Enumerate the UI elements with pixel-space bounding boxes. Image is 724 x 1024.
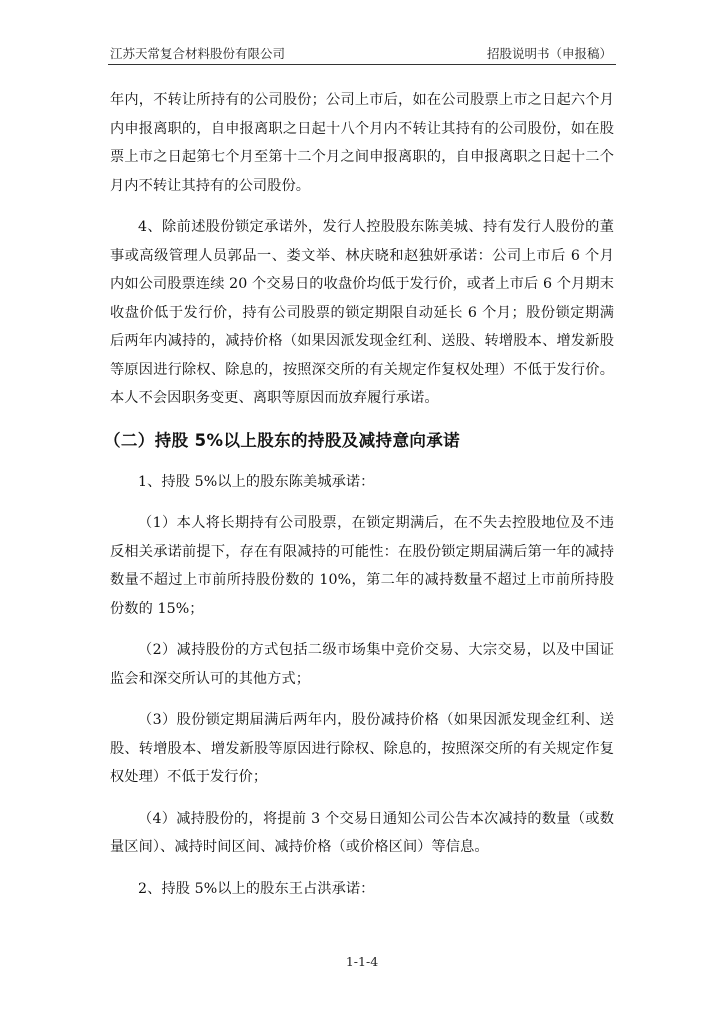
header-divider (108, 64, 616, 65)
header-company-name: 江苏天常复合材料股份有限公司 (110, 46, 286, 61)
paragraph-commitment-1: （1）本人将长期持有公司股票，在锁定期满后，在不失去控股地位及不违反相关承诺前提下，存在有限减持的可能性：在股份锁定期届满后第一年的减持数量不超过上市前所持股份数的 10%，第二年的减持数量不超过上市前所持股份数的 15%； (110, 515, 614, 617)
paragraph-commitment-4: （4）减持股份的，将提前 3 个交易日通知公司公告本次减持的数量（或数量区间）、减持时间区间、减持价格（或价格区间）等信息。 (110, 810, 614, 855)
section-heading: （二）持股 5%以上股东的持股及减持意向承诺 (104, 430, 461, 450)
paragraph-shareholder-1-intro: 1、持股 5%以上的股东陈美城承诺： (138, 473, 375, 490)
document-body (104, 86, 614, 916)
paragraph-lockup-continuation: 年内，不转让所持有的公司股份；公司上市后，如在公司股票上市之日起六个月内申报离职的，自申报离职之日起十八个月内不转让其持有的公司股份，如在股票上市之日起第七个月至第十二个月之间申报离职的，自申报离职之日起十二个月内不转让其持有的公司股份。 (110, 92, 614, 194)
header-document-type: 招股说明书（申报稿） (486, 46, 612, 61)
paragraph-commitment-2: （2）减持股份的方式包括二级市场集中竞价交易、大宗交易，以及中国证监会和深交所认可的其他方式； (110, 642, 614, 687)
paragraph-shareholder-2-intro: 2、持股 5%以上的股东王占洪承诺： (138, 880, 375, 897)
paragraph-lockup-extension: 4、除前述股份锁定承诺外，发行人控股股东陈美城、持有发行人股份的董事或高级管理人员郭品一、娄文举、林庆晓和赵独妍承诺：公司上市后 6 个月内如公司股票连续 20 个交易日的收盘价均低于发行价，或者上市后 6 个月期末收盘价低于发行价，持有公司股票的锁定期限自动延长 6 个月；股份锁定期满后两年内减持的，减持价格（如果因派发现金红利、送股、转增股本、增发新股等原因进行除权、除息的，按照深交所的有关规定作复权处理）不低于发行价。本人不会因职务变更、离职等原因而放弃履行承诺。 (110, 219, 614, 406)
page-number: 1-1-4 (345, 954, 379, 969)
page-header (108, 40, 616, 62)
paragraph-commitment-3: （3）股份锁定期届满后两年内，股份减持价格（如果因派发现金红利、送股、转增股本、增发新股等原因进行除权、除息的，按照深交所的有关规定作复权处理）不低于发行价； (110, 712, 614, 785)
